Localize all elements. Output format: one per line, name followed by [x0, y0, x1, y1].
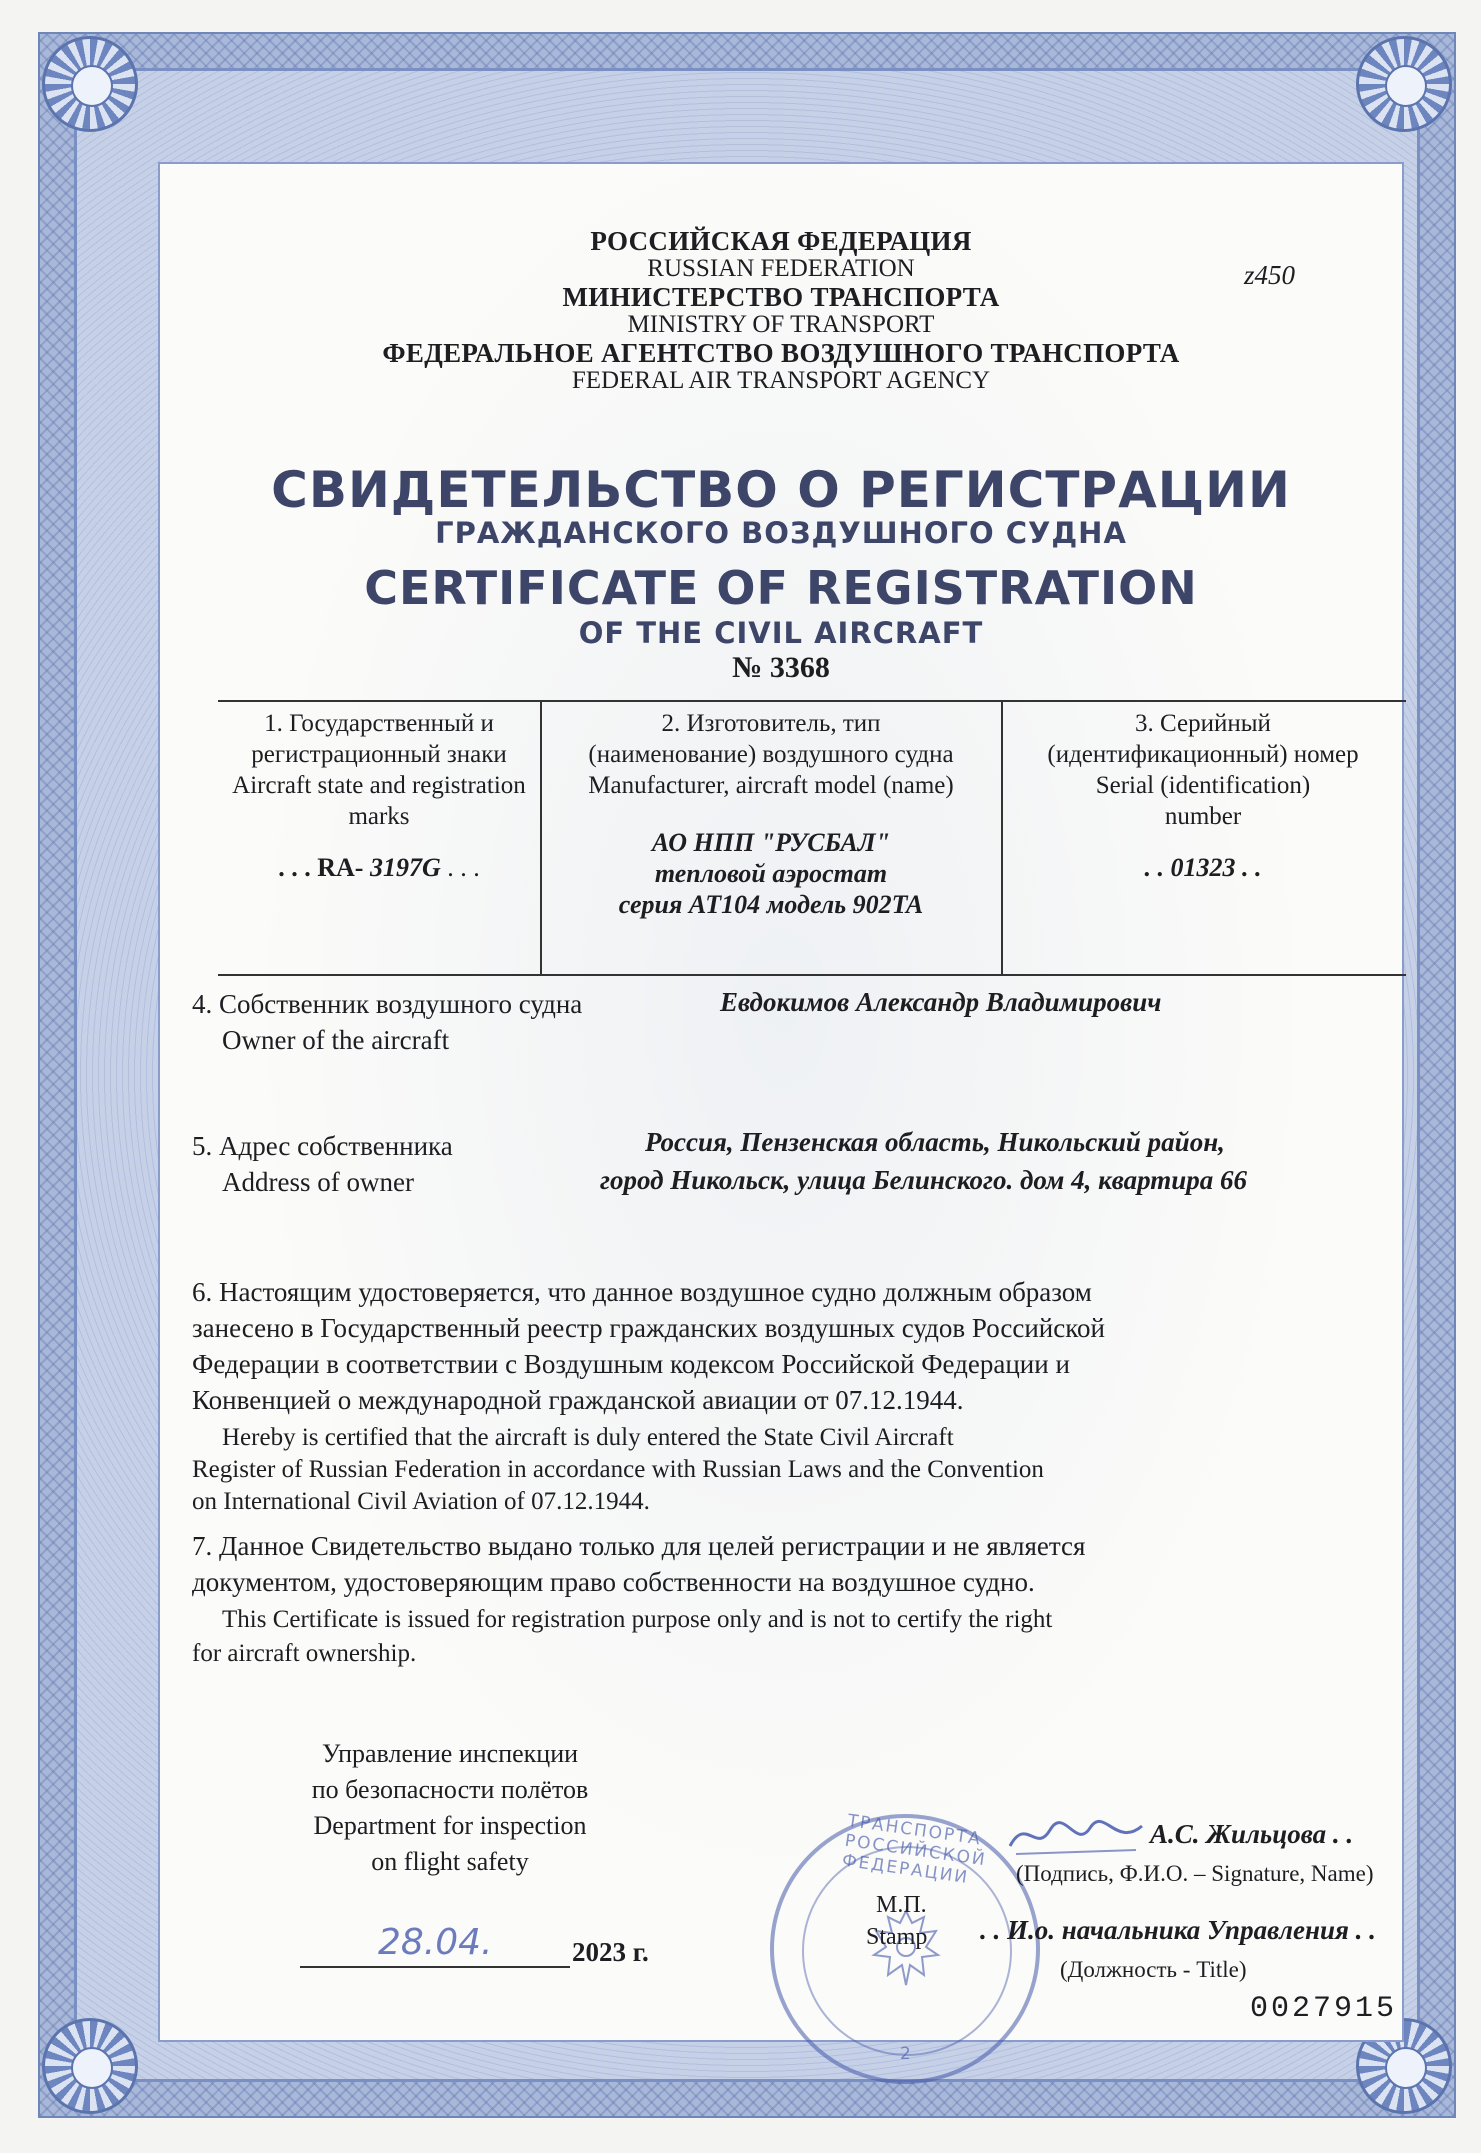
form-serial-number: 0027915 [1250, 1992, 1398, 2026]
date-year: 2023 г. [572, 1937, 649, 1967]
clause6-en-line1: Hereby is certified that the aircraft is duly entered the State Civil Aircraft [222, 1424, 954, 1451]
title-en-main: CERTIFICATE OF REGISTRATION [364, 561, 1198, 615]
clause7-ru-line2: документом, удостоверяющим право собственности на воздушное судно. [192, 1567, 1035, 1597]
clause7-en-line1: This Certificate is issued for registration purpose only and is not to certify the right [222, 1606, 1053, 1633]
certificate-frame [38, 32, 1456, 2118]
date-underline [300, 1966, 570, 1968]
header-ru-ministry: МИНИСТЕРСТВО ТРАНСПОРТА [562, 282, 1000, 312]
col1-label-line1: 1. Государственный и [264, 710, 494, 737]
certificate-number: № 3368 [732, 651, 830, 684]
signer-name: А.С. Жильцова . . [1150, 1819, 1354, 1849]
signer-position: . . И.о. начальника Управления . . [980, 1915, 1376, 1945]
header-ru-agency: ФЕДЕРАЛЬНОЕ АГЕНТСТВО ВОЗДУШНОГО ТРАНСПОРТА [382, 338, 1180, 368]
corner-rosette-icon [42, 36, 138, 132]
signature-caption: (Подпись, Ф.И.О. – Signature, Name) [1016, 1861, 1374, 1886]
address-label-ru: 5. Адрес собственника [192, 1131, 453, 1161]
clause7-ru-line1: 7. Данное Свидетельство выдано только для целей регистрации и не является [192, 1531, 1086, 1561]
table-bottom-line [218, 974, 1406, 976]
col3-label-line2: (идентификационный) номер [1047, 741, 1359, 768]
col3-label-line1: 3. Серийный [1135, 710, 1271, 737]
clause6-ru-line4: Конвенцией о международной гражданской авиации от 07.12.1944. [192, 1385, 964, 1415]
address-label-en: Address of owner [222, 1167, 414, 1197]
aircraft-type-value: тепловой аэростат [654, 859, 888, 888]
stamp-label: Stamp [866, 1924, 928, 1950]
header-en-ministry: MINISTRY OF TRANSPORT [627, 311, 935, 338]
corner-rosette-icon [1356, 36, 1452, 132]
serial-number-value: . . 01323 . . [1144, 853, 1262, 882]
certificate-body [158, 162, 1404, 2064]
col1-label-line4: marks [348, 803, 410, 830]
col3-label-line4: number [1164, 803, 1242, 830]
owner-value: Евдокимов Александр Владимирович [720, 987, 1162, 1017]
col2-label-line1: 2. Изготовитель, тип [661, 710, 881, 737]
department-ru-line2: по безопасности полётов [311, 1775, 589, 1804]
col1-label-line3: Aircraft state and registration [232, 772, 526, 799]
owner-label-en: Owner of the aircraft [222, 1025, 450, 1055]
clause6-ru-line2: занесено в Государственный реестр гражданских воздушных судов Российской [192, 1313, 1105, 1343]
corner-rosette-icon [42, 2018, 138, 2114]
clause6-ru-line1: 6. Настоящим удостоверяется, что данное воздушное судно должным образом [192, 1277, 1092, 1307]
clause6-en-line2: Register of Russian Federation in accordance with Russian Laws and the Convention [192, 1456, 1044, 1483]
stamp-ring-text: ТРАНСПОРТА РОССИЙСКОЙ ФЕДЕРАЦИИ [840, 1810, 988, 1889]
signature-scribble-icon [1006, 1810, 1146, 1860]
issuer-header [160, 226, 1402, 394]
col1-label-line2: регистрационный знаки [251, 741, 507, 768]
col2-label-line2: (наименование) воздушного судна [588, 741, 954, 768]
title-ru-sub: ГРАЖДАНСКОГО ВОЗДУШНОГО СУДНА [435, 516, 1127, 550]
address-value-line2: город Никольск, улица Белинского. дом 4, квартира 66 [600, 1165, 1248, 1195]
aircraft-model-value: серия АТ104 модель 902ТА [618, 890, 924, 919]
corner-code: z450 [1244, 260, 1296, 290]
stamp-number: 2 [900, 2044, 913, 2064]
header-en-federation: RUSSIAN FEDERATION [647, 255, 915, 282]
col3-label-line3: Serial (identification) [1095, 772, 1311, 799]
department-ru-line1: Управление инспекции [321, 1739, 579, 1768]
title-ru-main: СВИДЕТЕЛЬСТВО О РЕГИСТРАЦИИ [271, 461, 1291, 519]
clause6-ru-line3: Федерации в соответствии с Воздушным кодексом Российской Федерации и [192, 1349, 1070, 1379]
header-ru-federation: РОССИЙСКАЯ ФЕДЕРАЦИЯ [590, 226, 972, 256]
table-top-line [218, 700, 1406, 702]
manufacturer-cell [542, 708, 1000, 920]
reg-number: 3197G [369, 853, 441, 882]
department-en-line2: on flight safety [371, 1847, 529, 1876]
clause7-en-line2: for aircraft ownership. [192, 1640, 417, 1667]
manufacturer-value: АО НПП "РУСБАЛ" [651, 828, 891, 857]
title-en-sub: OF THE CIVIL AIRCRAFT [578, 616, 984, 650]
stamp-mp: М.П. [876, 1892, 927, 1918]
registration-marks-cell [220, 708, 538, 883]
department-block [290, 1736, 610, 1880]
reg-prefix: . . . RA- [278, 853, 370, 882]
department-en-line1: Department for inspection [313, 1811, 587, 1840]
serial-number-cell [1003, 708, 1403, 883]
reg-suffix: . . . [440, 853, 480, 882]
owner-label-ru: 4. Собственник воздушного судна [192, 989, 583, 1019]
certificate-title [160, 462, 1402, 688]
handwritten-date: 28.04. [378, 1922, 493, 1963]
position-caption: (Должность - Title) [1060, 1957, 1247, 1982]
address-value-line1: Россия, Пензенская область, Никольский район, [645, 1127, 1225, 1157]
col2-label-line3: Manufacturer, aircraft model (name) [588, 772, 954, 799]
header-en-agency: FEDERAL AIR TRANSPORT AGENCY [571, 367, 991, 394]
clause6-en-line3: on International Civil Aviation of 07.12.1944. [192, 1488, 650, 1515]
registration-marks-value [220, 852, 538, 883]
